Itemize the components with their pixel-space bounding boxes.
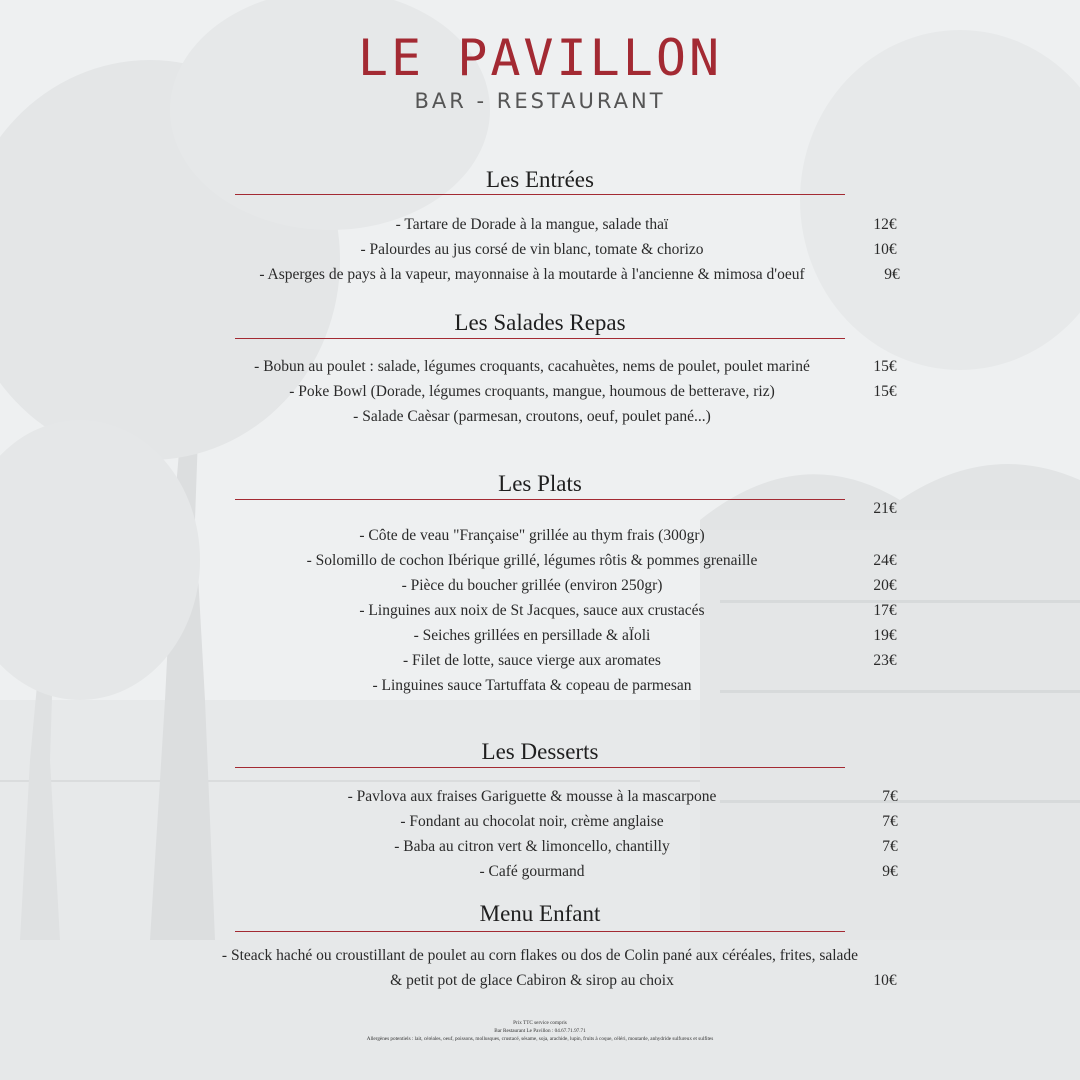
menu-item-name: - Tartare de Dorade à la mangue, salade thaï: [395, 216, 669, 233]
menu-item-name: - Palourdes au jus corsé de vin blanc, tomate & chorizo: [360, 241, 704, 258]
menu-item: [150, 834, 930, 859]
menu-item-price: 15€: [873, 358, 897, 375]
menu-item-name: - Café gourmand: [479, 863, 585, 880]
footer-phone: Bar Restaurant Le Pavillon : 04.67.71.97.71: [494, 1028, 586, 1034]
menu-item-name: - Poke Bowl (Dorade, légumes croquants, mangue, houmous de betterave, riz): [289, 383, 775, 400]
menu-item-price: 7€: [882, 813, 898, 830]
menu-item: [150, 404, 930, 429]
menu-item: [150, 262, 930, 287]
menu-item: [150, 809, 930, 834]
menu-item-price: 15€: [873, 383, 897, 400]
section-divider: [235, 338, 845, 339]
menu-item-price: 9€: [882, 863, 898, 880]
menu-item: [150, 354, 930, 379]
menu-item-name: - Bobun au poulet : salade, légumes croquants, cacahuètes, nems de poulet, poulet mariné: [254, 358, 810, 375]
section-title-plats: Les Plats: [498, 471, 582, 496]
kids-menu-price: 10€: [873, 972, 897, 989]
section-divider: [235, 931, 845, 932]
section-title-enfant: Menu Enfant: [479, 901, 601, 926]
brand-logo-title: LE PAVILLON: [357, 29, 723, 87]
menu-item-name: - Linguines sauce Tartuffata & copeau de parmesan: [372, 677, 692, 694]
section-title-desserts: Les Desserts: [481, 739, 599, 764]
section-title-entrees: Les Entrées: [486, 167, 594, 192]
menu-item: [150, 379, 930, 404]
menu-item-name: - Pavlova aux fraises Gariguette & mousse à la mascarpone: [347, 788, 717, 805]
menu-item: [150, 237, 930, 262]
menu-item: [150, 623, 930, 648]
kids-menu-description-cont: & petit pot de glace Cabiron & sirop au choix: [390, 972, 674, 989]
footer-allergens: Allergènes potentiels : lait, céréales, oeuf, poissons, mollusques, crustacé, sésame, soja, arachide, lupin, fruits à coque, céléri, moutarde, anhydride sulfureux et sulfites: [366, 1036, 714, 1042]
menu-item-price: 23€: [873, 652, 897, 669]
menu-item-price: 19€: [873, 627, 897, 644]
menu-item-name: - Côte de veau "Française" grillée au thym frais (300gr): [359, 527, 705, 544]
menu-item: [150, 523, 930, 548]
menu-item-name: - Seiches grillées en persillade & aÏoli: [413, 627, 651, 644]
menu-item: [150, 673, 930, 698]
menu-item-name: - Linguines aux noix de St Jacques, sauce aux crustacés: [359, 602, 705, 619]
menu-item: [150, 648, 930, 673]
menu-item-name: - Baba au citron vert & limoncello, chantilly: [394, 838, 670, 855]
menu-item: [150, 548, 930, 573]
menu-item-name: - Asperges de pays à la vapeur, mayonnaise à la moutarde à l'ancienne & mimosa d'oeuf: [259, 266, 805, 283]
menu-item-price: 12€: [873, 216, 897, 233]
menu-item-price: 10€: [873, 241, 897, 258]
menu-item-price: 17€: [873, 602, 897, 619]
menu-item-price: 20€: [873, 577, 897, 594]
menu-item: [150, 598, 930, 623]
menu-item-price: 24€: [873, 552, 897, 569]
menu-item: [150, 784, 930, 809]
menu-item-name: - Salade Caèsar (parmesan, croutons, oeuf, poulet pané...): [353, 408, 711, 425]
kids-menu-description: - Steack haché ou croustillant de poulet au corn flakes ou dos de Colin pané aux céréales, frites, salade: [221, 947, 859, 964]
brand-tagline: BAR - RESTAURANT: [414, 89, 666, 113]
menu-item: [150, 573, 930, 598]
menu-item-name: - Pièce du boucher grillée (environ 250gr): [401, 577, 663, 594]
section-divider: [235, 194, 845, 195]
menu-item-name: - Fondant au chocolat noir, crème anglaise: [400, 813, 664, 830]
menu-item-price: 7€: [882, 838, 898, 855]
menu-item-price: 21€: [873, 500, 897, 517]
section-divider: [235, 499, 845, 500]
menu-item-price: 7€: [882, 788, 898, 805]
menu-item-price: 9€: [884, 266, 900, 283]
section-divider: [235, 767, 845, 768]
menu-item-name: - Solomillo de cochon Ibérique grillé, légumes rôtis & pommes grenaille: [306, 552, 758, 569]
section-title-salades: Les Salades Repas: [454, 310, 626, 335]
menu-item: [150, 859, 930, 884]
footer-prices-note: Prix TTC service compris: [513, 1020, 567, 1026]
menu-item: [150, 212, 930, 237]
menu-item-name: - Filet de lotte, sauce vierge aux aromates: [403, 652, 661, 669]
